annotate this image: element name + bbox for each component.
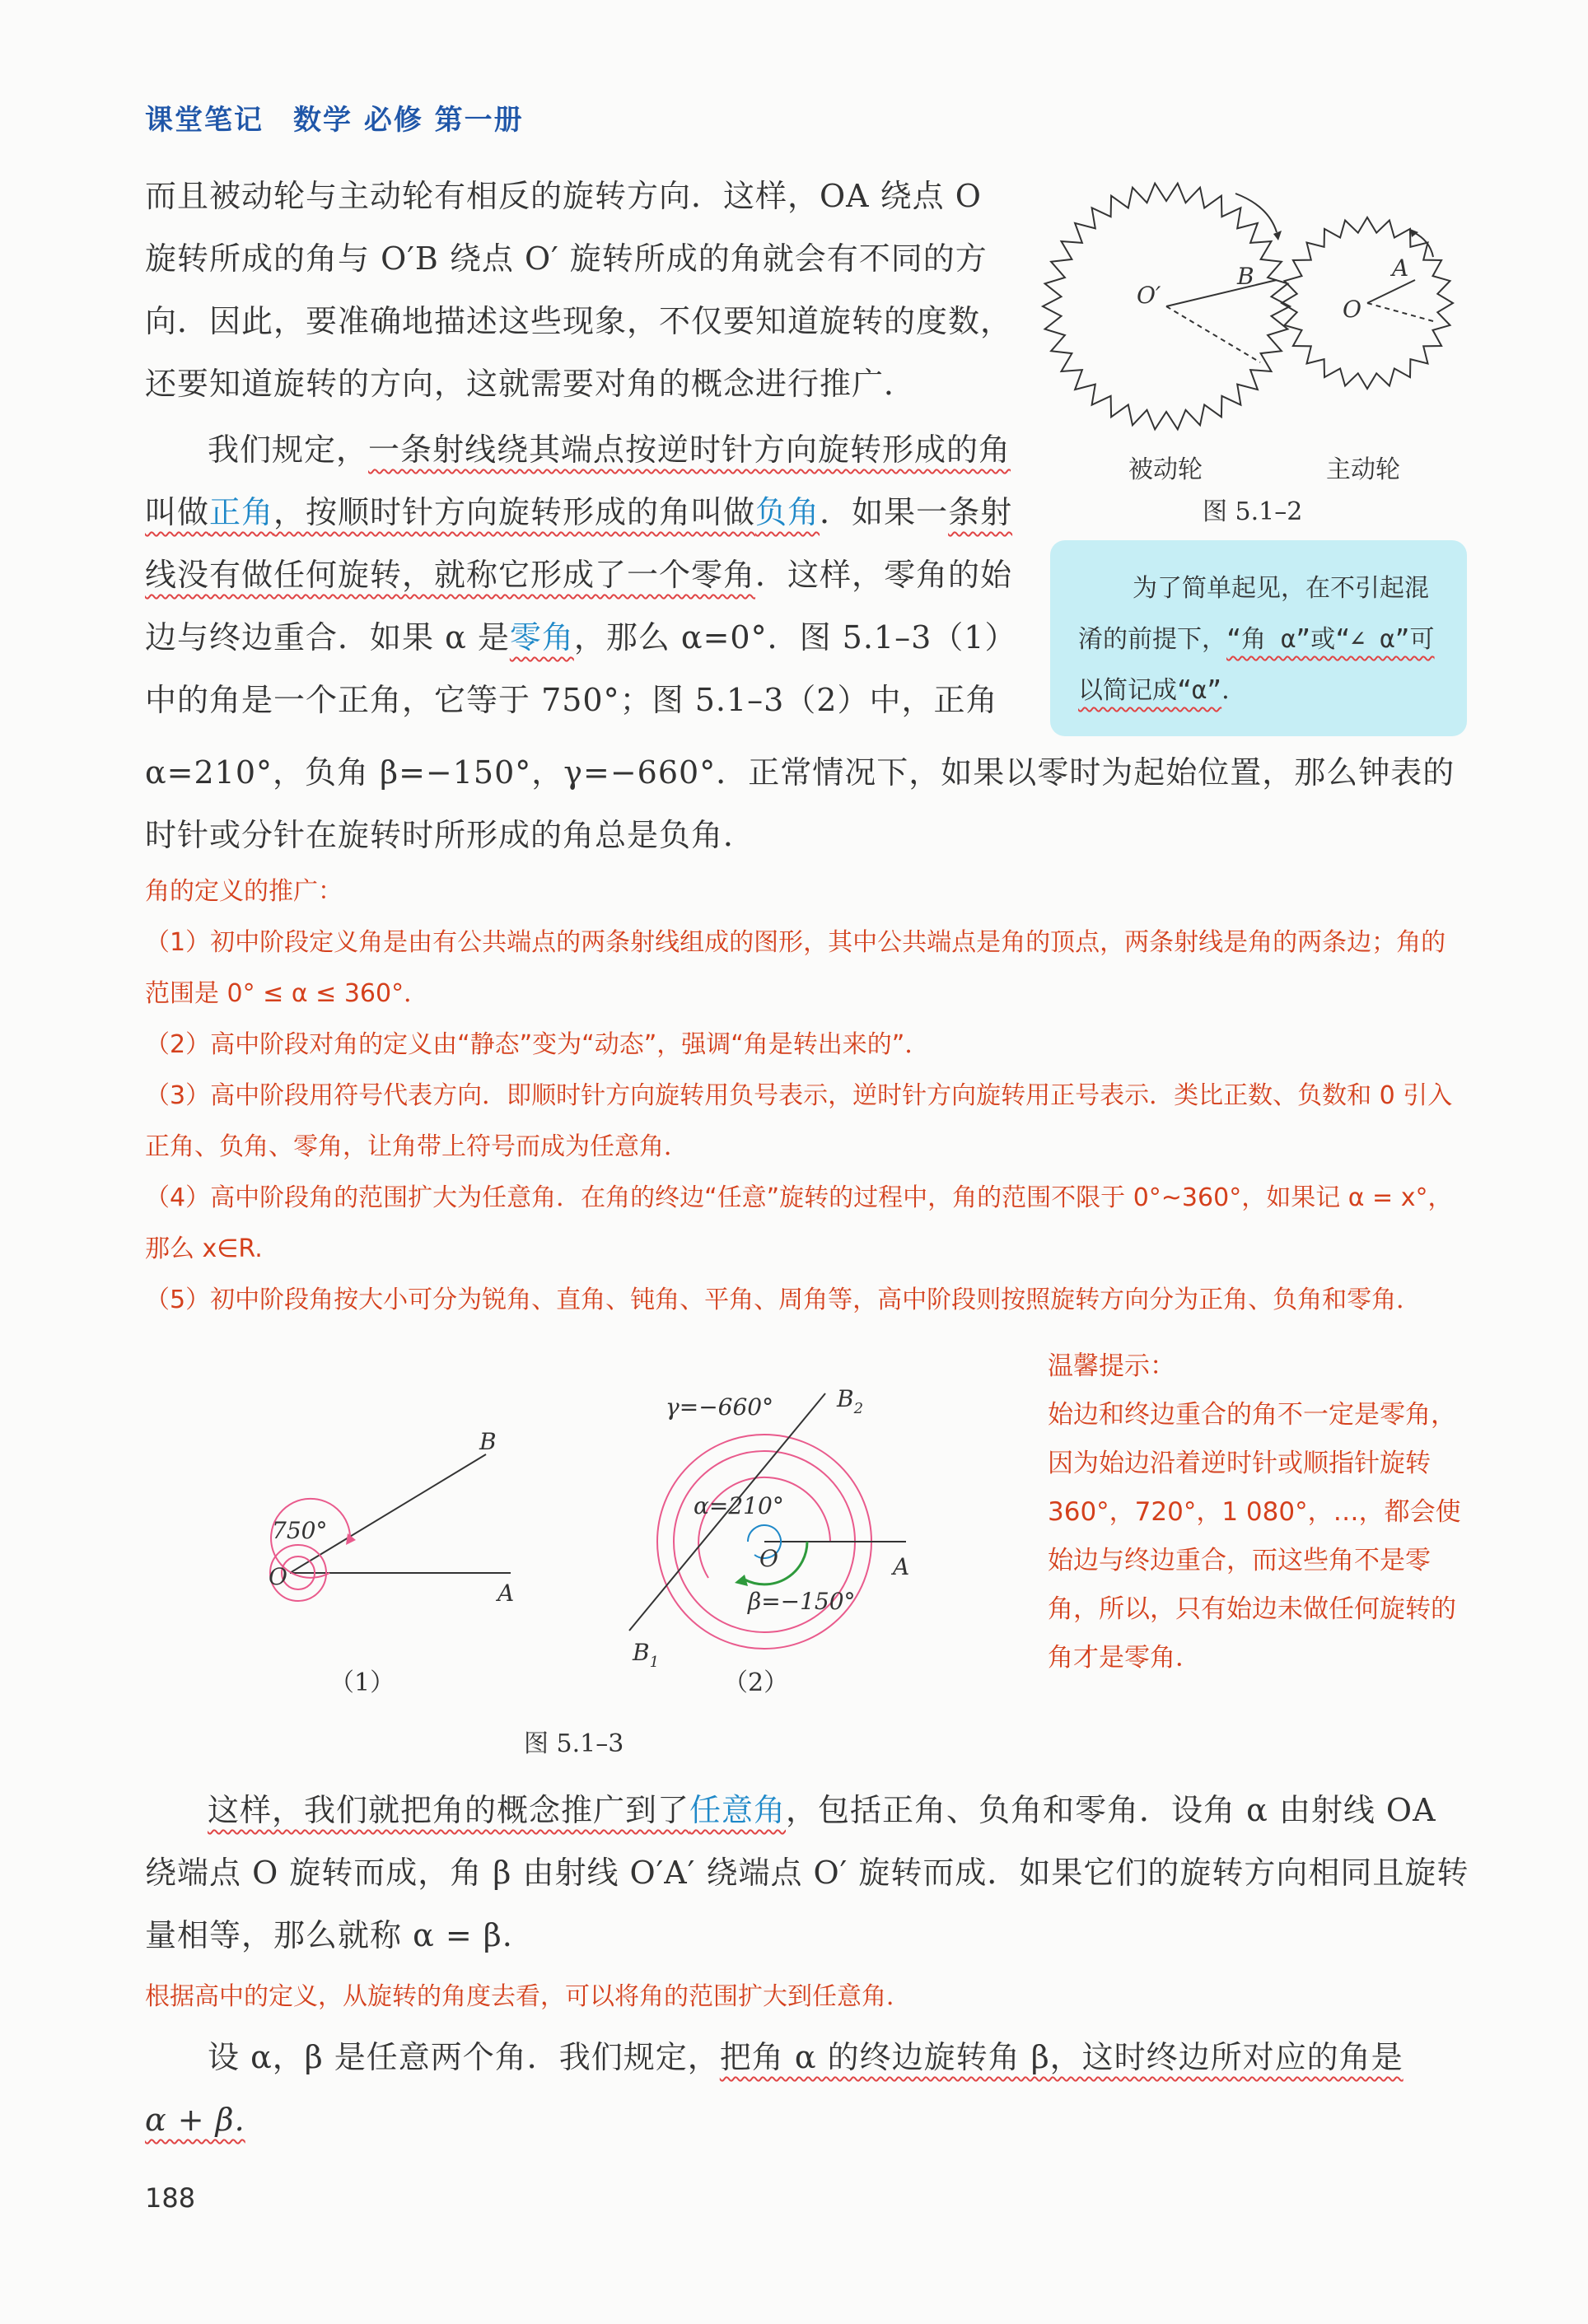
text-segment: ，包括正角、负角和零角．设角 α 由射线 OA 绕端点 O 旋转而成，角 β 由射线 O′A′ 绕端点 O′ 旋转而成．如果它们的旋转方向相同且旋转量相等，那么就称 α = β. bbox=[145, 1792, 1469, 1953]
note-range-extension: 根据高中的定义，从旋转的角度去看，可以将角的范围扩大到任意角． bbox=[145, 1982, 911, 2011]
gear-radius-oa bbox=[1367, 280, 1415, 303]
text-segment: ． bbox=[1221, 676, 1247, 705]
text-segment: 我们规定， bbox=[208, 432, 369, 468]
generalization-item-1: （1）初中阶段定义角是由有公共端点的两条射线组成的图形，其中公共端点是角的顶点，两条射线是角的两条边；角的范围是 0° ≤ α ≤ 360°． bbox=[145, 928, 1446, 1008]
label-alpha: α=210° bbox=[694, 1492, 784, 1519]
side-note-emphasis: “角 α”或“∠ α”可以简记成“α” bbox=[1078, 625, 1435, 705]
gear-dashed-line-active bbox=[1367, 303, 1433, 321]
generalization-item-4: （4）高中阶段角的范围扩大为任意角．在角的终边“任意”旋转的过程中，角的范围不限于 0°~360°，如果记 α = x°，那么 x∈R. bbox=[145, 1183, 1453, 1263]
text-segment: ，那么 α=0°．图 5.1–3（1）中的角是一个正角，它等于 750°；图 5.1–3（2）中，正角 bbox=[145, 619, 1017, 718]
addition-definition: 把角 α 的终边旋转角 β，这时终边所对应的角是 bbox=[719, 2039, 1404, 2075]
label-b1-main: B bbox=[633, 1639, 650, 1666]
label-gamma: γ=−660° bbox=[666, 1393, 774, 1421]
text-segment: ．这样，零角的始边与终边重合．如果 α 是 bbox=[145, 557, 1013, 656]
text-segment: ．如果一 bbox=[820, 494, 949, 530]
figure-angle-750 bbox=[247, 1416, 527, 1614]
side-note-text bbox=[1078, 563, 1441, 716]
paragraph-arbitrary-angle bbox=[145, 1779, 1471, 1967]
arrowhead-icon bbox=[1273, 231, 1282, 240]
page-header: 课堂笔记 数学 必修 第一册 bbox=[145, 104, 524, 137]
text-segment: 这样，我们就把角的概念推广到了 bbox=[208, 1792, 690, 1828]
gear-radius-ob bbox=[1166, 280, 1277, 306]
term-zero-angle: 零角 bbox=[509, 619, 574, 656]
label-a: A bbox=[497, 1580, 515, 1607]
paragraph-gears: 而且被动轮与主动轮有相反的旋转方向．这样，OA 绕点 O 旋转所成的角与 O′B 绕点 O′ 旋转所成的角就会有不同的方向．因此，要准确地描述这些现象，不仅要知道旋转的度数，还要知道旋转的方向，这就需要对角的概念进行推广． bbox=[145, 178, 1013, 402]
label-o: O bbox=[269, 1563, 287, 1590]
paragraph-definitions-cont: α=210°，负角 β=−150°，γ=−660°．正常情况下，如果以零时为起始位置，那么钟表的时针或分针在旋转时所形成的角总是负角． bbox=[145, 754, 1455, 853]
text-segment: 设 α，β 是任意两个角．我们规定， bbox=[208, 2039, 720, 2075]
arrowhead-icon bbox=[1410, 229, 1418, 237]
text-segment: ，按顺时针方向旋转形成的角叫做 bbox=[273, 494, 756, 530]
label-b2-sub: 2 bbox=[853, 1400, 864, 1417]
tip-title: 温馨提示： bbox=[1048, 1351, 1175, 1381]
page-number: 188 bbox=[145, 2182, 196, 2214]
tip-text: 始边和终边重合的角不一定是零角，因为始边沿着逆时针或顺指针旋转 360°，720°，1 080°，…，都会使始边与终边重合，而这些角不是零角，所以，只有始边未做任何旋转的角才是零角． bbox=[1048, 1400, 1461, 1673]
side-note-box bbox=[1050, 540, 1467, 736]
label-beta: β=−150° bbox=[748, 1588, 856, 1615]
label-a: A bbox=[893, 1553, 910, 1580]
label-b1 bbox=[632, 1639, 659, 1671]
term-arbitrary-angle: 任意角 bbox=[689, 1792, 787, 1828]
label-b: B bbox=[479, 1428, 497, 1455]
paragraph-angle-addition bbox=[145, 2026, 1471, 2151]
gear-dashed-line-passive bbox=[1166, 306, 1260, 362]
label-a: A bbox=[1392, 254, 1409, 282]
angle-label-750: 750° bbox=[272, 1517, 328, 1544]
addition-definition-end: α + β. bbox=[145, 2102, 245, 2138]
gear-figure bbox=[1030, 165, 1474, 461]
tip-note bbox=[1048, 1342, 1476, 1682]
generalization-item-3: （3）高中阶段用符号代表方向．即顺时针方向旋转用负号表示，逆时针方向旋转用正号表示．类比正数、负数和 0 引入正角、负角、零角，让角带上符号而成为任意角． bbox=[145, 1081, 1453, 1161]
gear-label-active: 主动轮 bbox=[1326, 455, 1400, 484]
arbitrary-angle-lead bbox=[145, 1792, 786, 1828]
generalization-item-5: （5）初中阶段角按大小可分为锐角、直角、钝角、平角、周角等，高中阶段则按照旋转方向分为正角、负角和零角． bbox=[145, 1286, 1422, 1314]
label-o: O bbox=[1343, 296, 1361, 323]
label-b2 bbox=[836, 1385, 863, 1417]
gear-label-passive: 被动轮 bbox=[1128, 455, 1203, 484]
paragraph-definitions bbox=[145, 418, 1026, 731]
figure-caption-512: 图 5.1–2 bbox=[1203, 497, 1303, 526]
definition-zero: 条射线没有做任何旋转，就称它形成了一个零角 bbox=[145, 494, 1013, 593]
generalization-item-2: （2）高中阶段对角的定义由“静态”变为“动态”，强调“角是转出来的”． bbox=[145, 1030, 930, 1059]
text-segment: 为了简单起见，在不引起混淆的前提下， bbox=[1078, 574, 1429, 654]
generalization-title: 角的定义的推广： bbox=[145, 877, 343, 906]
text-segment: 一条射线绕其端点按逆时针方向旋转形成的角叫做 bbox=[145, 432, 1011, 530]
figure-sub-2: （2） bbox=[723, 1668, 789, 1697]
term-positive-angle: 正角 bbox=[209, 494, 274, 530]
figure-angles-210-150-660 bbox=[610, 1384, 955, 1671]
figure-caption-513: 图 5.1–3 bbox=[524, 1729, 624, 1758]
label-b: B bbox=[1237, 263, 1254, 290]
label-b2-main: B bbox=[837, 1385, 854, 1412]
figure-sub-1: （1） bbox=[329, 1668, 395, 1697]
label-o: O bbox=[759, 1545, 778, 1572]
term-negative-angle: 负角 bbox=[755, 494, 820, 530]
label-b1-sub: 1 bbox=[649, 1654, 660, 1671]
label-o-prime: O′ bbox=[1137, 282, 1161, 309]
generalization-notes bbox=[145, 866, 1463, 1326]
arrowhead-icon bbox=[735, 1575, 748, 1586]
